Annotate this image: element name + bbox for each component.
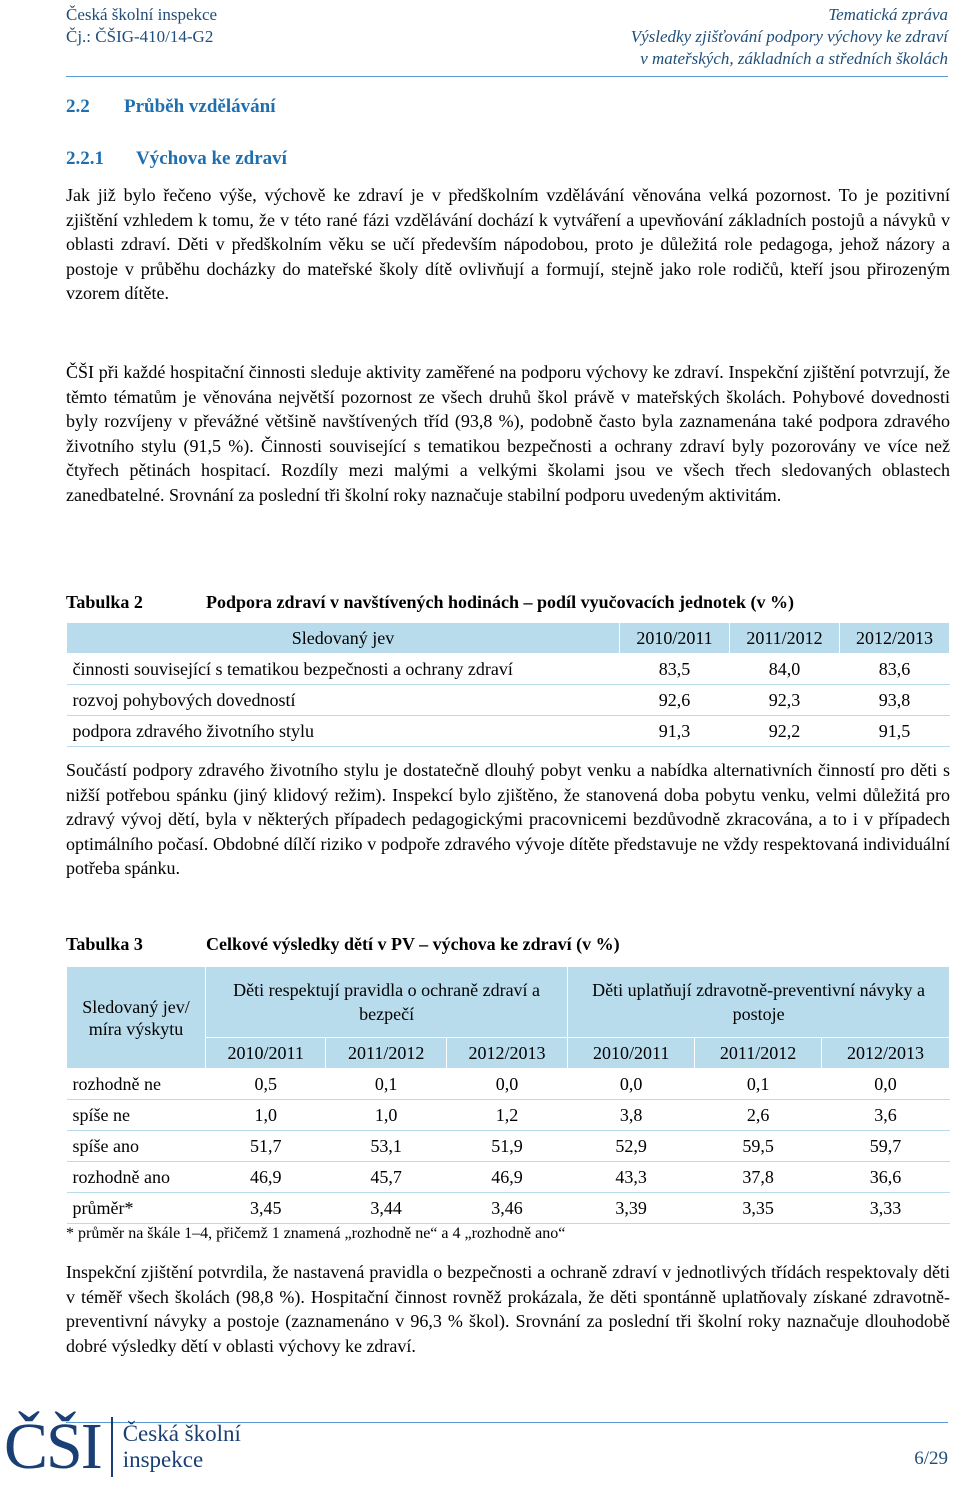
table2-col-jev: Sledovaný jev [67,623,620,654]
logo-mark: ČŠI [4,1410,101,1483]
table2-caption [66,592,794,613]
table-row: rozvoj pohybových dovedností 92,6 92,3 93,8 [67,685,950,716]
table-row: rozhodně ano 46,9 45,7 46,9 43,3 37,8 36,6 [67,1162,950,1193]
table3-title: Celkové výsledky dětí v PV – výchova ke zdraví (v %) [206,934,620,954]
table2-col-2013: 2012/2013 [840,623,950,654]
table-row: rozhodně ne 0,5 0,1 0,0 0,0 0,1 0,0 [67,1069,950,1100]
logo-separator [111,1417,113,1477]
csi-logo [4,1412,241,1482]
table-row: průměr* 3,45 3,44 3,46 3,39 3,35 3,33 [67,1193,950,1224]
header-ref: Čj.: ČŠIG-410/14-G2 [66,27,214,46]
header-right [631,4,948,70]
header-divider [66,76,948,77]
table2-col-2012: 2011/2012 [730,623,840,654]
table2-title: Podpora zdraví v navštívených hodinách – podíl vyučovacích jednotek (v %) [206,592,795,612]
header-report-type: Tematická zpráva [828,5,948,24]
table2-col-2011: 2010/2011 [620,623,730,654]
table3-group-2: Děti uplatňují zdravotně-preventivní návyky a postoje [568,967,950,1038]
header-left [66,4,217,48]
table-header-row [67,623,950,654]
header-report-title-1: Výsledky zjišťování podpory výchovy ke zdraví [630,27,948,46]
subsection-heading: 2.2.1 Výchova ke zdraví [66,148,287,169]
paragraph-3: Součástí podpory zdravého životního stylu je dostatečně dlouhý pobyt venku a nabídka alternativních činností pro děti s nižší potřebou spánku (jiný klidový režim). Inspekcí bylo zjištěno, že stanovená doba pobytu venku, velmi důležitá pro zdravý vývoj dětí, byla v některých případech pedagogickými pracovnicemi bezdůvodně zkracována, a to i v případech optimálního počasí. Obdobné dílčí riziko v podpoře zdravého vývoje dítěte představuje ne vždy respektovaná individuální potřeba spánku. [66,760,950,878]
table3-note: * průměr na škále 1–4, přičemž 1 znamená „rozhodně ne“ a 4 „rozhodně ano“ [66,1225,566,1242]
table-row: podpora zdravého životního stylu 91,3 92,2 91,5 [67,716,950,747]
paragraph-4: Inspekční zjištění potvrdila, že nastavená pravidla o bezpečnosti a ochraně zdraví v jednotlivých třídách respektovaly děti v téměř všech školách (98,8 %). Hospitační činnost rovněž prokázala, že děti spontánně uplatňovaly získané zdravotně-preventivní návyky a postoje (zaznamenáno v 96,3 % škol). Srovnání za poslední tři školní roky naznačuje dlouhodobě dobré výsledky dětí v oblasti výchovy ke zdraví. [66,1262,950,1356]
table2-label: Tabulka 2 [66,592,143,612]
paragraph-2: ČŠI při každé hospitační činnosti sleduje aktivity zaměřené na podporu výchovy ke zdraví. Inspekční zjištění potvrzují, že těmto tématům je věnována největší pozornost ze všech druhů škol právě v mateřských školách. Pohybové dovednosti byly rozvíjeny v převážné většině navštívených tříd (93,8 %), podobně často byla zaznamenána také podpora zdravého životního stylu (91,5 %). Činnosti související s tematikou bezpečnosti a ochrany zdraví byly pozorovány ve více než čtyřech pětinách hospitací. Rozdíly mezi malými a velkými školami jsou ve všech třech sledovaných oblastech zanedbatelné. Srovnání za poslední tři školní roky naznačuje stabilní podporu uvedeným aktivitám. [66,362,950,505]
logo-text: Česká školní inspekce [122,1421,241,1472]
section-heading: 2.2 Průběh vzdělávání [66,96,276,117]
page-number: 6/29 [914,1448,948,1469]
header-report-title-2: v mateřských, základních a středních školách [640,49,948,68]
table2 [66,622,950,747]
table3 [66,966,950,1224]
table-header-row: 2010/2011 2011/2012 2012/2013 2010/2011 2011/2012 2012/2013 [67,1038,950,1069]
header-org: Česká školní inspekce [66,5,218,24]
table3-group-1: Děti respektují pravidla o ochraně zdraví a bezpečí [206,967,568,1038]
table-row: spíše ne 1,0 1,0 1,2 3,8 2,6 3,6 [67,1100,950,1131]
table-row: spíše ano 51,7 53,1 51,9 52,9 59,5 59,7 [67,1131,950,1162]
paragraph-1: Jak již bylo řečeno výše, výchově ke zdraví je v předškolním vzdělávání věnována velká pozornost. To je pozitivní zjištění vzhledem k tomu, že v této rané fázi vzdělávání dochází k vytváření a upevňování základních postojů a návyků v oblasti zdraví. Děti v předškolním věku se učí především nápodobou, proto je důležitá role pedagoga, jehož názory a postoje v průběhu docházky do mateřské školy dítě ovlivňují a formují, stejně jako role rodičů, kteří jsou přirozeným vzorem dítěte. [66,185,950,303]
table3-label: Tabulka 3 [66,934,143,954]
table3-caption [66,934,620,955]
table-row: činnosti související s tematikou bezpečnosti a ochrany zdraví 83,5 84,0 83,6 [67,654,950,685]
table3-corner: Sledovaný jev/ míra výskytu [67,967,206,1069]
